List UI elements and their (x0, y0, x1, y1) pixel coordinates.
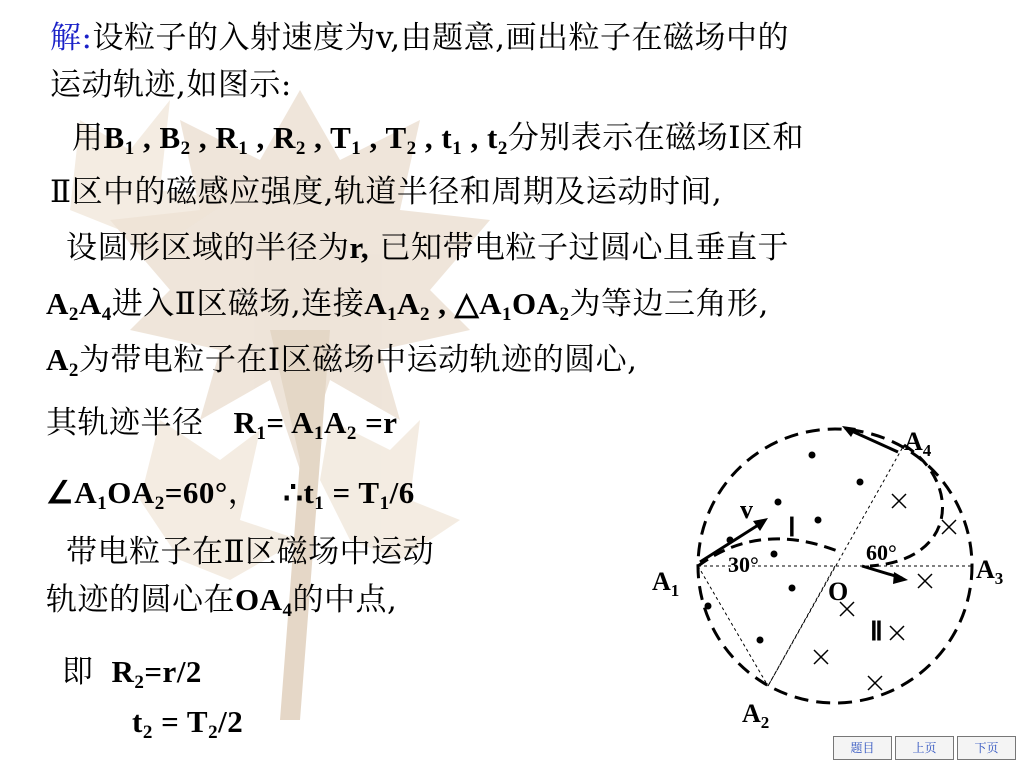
slide-navigation (830, 736, 1016, 760)
label-angle-60: 60° (866, 540, 897, 565)
text-line-3: 用$B_1$ , $B_2$ , $R_1$ , $R_2$ , $T_1$ , $T_2$ , $t_1$ , $t_2$分别表示在磁场Ⅰ区和 (72, 120, 805, 159)
label-velocity: v (740, 495, 753, 524)
text-line-9: $\angle A_1OA_2=60^\circ$， $\therefore t_1 = T_1/6$ (46, 475, 415, 514)
period-tail: /6 (389, 475, 415, 510)
text-line-8: 其轨迹半径 $R_1= A_1A_2 =r$ (46, 405, 398, 444)
text-line-6: $A_2A_4$进入Ⅱ区磁场,连接$A_1A_2$ , $\triangle A_1OA_2$为等边三角形, (46, 286, 769, 325)
intro-text: 设粒子的入射速度为v,由题意,画出粒子在磁场中的 (92, 20, 789, 56)
solution-label: 解: (50, 20, 93, 56)
text-line-12: 即 $R_2=r/2$ (62, 654, 202, 693)
text-line-7: $A_2$为带电粒子在Ⅰ区磁场中运动轨迹的圆心, (46, 342, 638, 381)
r2-expr: =r/2 (144, 654, 202, 689)
line6-text-a: 进入Ⅱ区磁场,连接 (111, 286, 365, 322)
exit-arrowhead (893, 572, 908, 584)
magnetic-field-diagram (640, 418, 1024, 738)
nav-prev-button[interactable]: 上页 (895, 736, 954, 760)
nav-question-button[interactable]: 题目 (833, 736, 892, 760)
line4-text: Ⅱ区中的磁感应强度,轨道半径和周期及运动时间, (50, 174, 723, 210)
text-line-13: $t_2 = T_2/2$ (132, 704, 244, 743)
text-line-4 (50, 172, 722, 212)
text-line-5 (66, 228, 789, 268)
angle-value: =60° (164, 475, 228, 510)
line11-text-a: 轨迹的圆心在 (46, 582, 235, 618)
line7-text: 为带电粒子在Ⅰ区磁场中运动轨迹的圆心, (78, 342, 638, 378)
label-o: O (828, 577, 849, 606)
therefore-t: ∴t (283, 475, 315, 510)
line11-text-b: 的中点, (292, 582, 398, 618)
text-line-11: 轨迹的圆心在$OA_4$的中点, (46, 582, 398, 621)
velocity-arrowhead (753, 518, 768, 531)
line5-text-a: 设圆形区域的半径为 (66, 230, 350, 266)
chord-a1-a2 (698, 566, 768, 686)
a4-arrowhead (842, 426, 856, 437)
label-angle-30: 30° (728, 552, 759, 577)
trajectory-region-1 (698, 539, 840, 566)
text-line-10 (66, 532, 434, 572)
symbols-tail: 分别表示在磁场Ⅰ区和 (507, 120, 805, 156)
line10-text: 带电粒子在Ⅱ区磁场中运动 (66, 534, 435, 570)
line5-text-c: 已知带电粒子过圆心且垂直于 (369, 230, 790, 266)
field-dots (705, 452, 864, 644)
namely-word: 即 (62, 654, 94, 690)
period-expr: = T (324, 475, 380, 510)
line5-r: r, (349, 230, 370, 265)
text-line-1 (50, 18, 789, 58)
line6-text-b: 为等边三角形, (569, 286, 769, 322)
label-region-2: Ⅱ (870, 617, 883, 646)
t2-expr: /2 (218, 704, 244, 739)
use-word: 用 (72, 120, 104, 156)
label-a3: $A_3$ (976, 555, 1004, 588)
intro-text-2: 运动轨迹,如图示: (50, 67, 292, 103)
nav-next-button[interactable]: 下页 (957, 736, 1016, 760)
radius-text: 其轨迹半径 (46, 405, 204, 441)
text-line-2 (50, 65, 292, 105)
label-a4: $A_4$ (904, 427, 932, 460)
label-region-1: Ⅰ (788, 513, 796, 542)
label-a1: $A_1$ (652, 567, 680, 600)
angle-sep: ， (227, 475, 260, 511)
label-a2: $A_2$ (742, 699, 770, 732)
